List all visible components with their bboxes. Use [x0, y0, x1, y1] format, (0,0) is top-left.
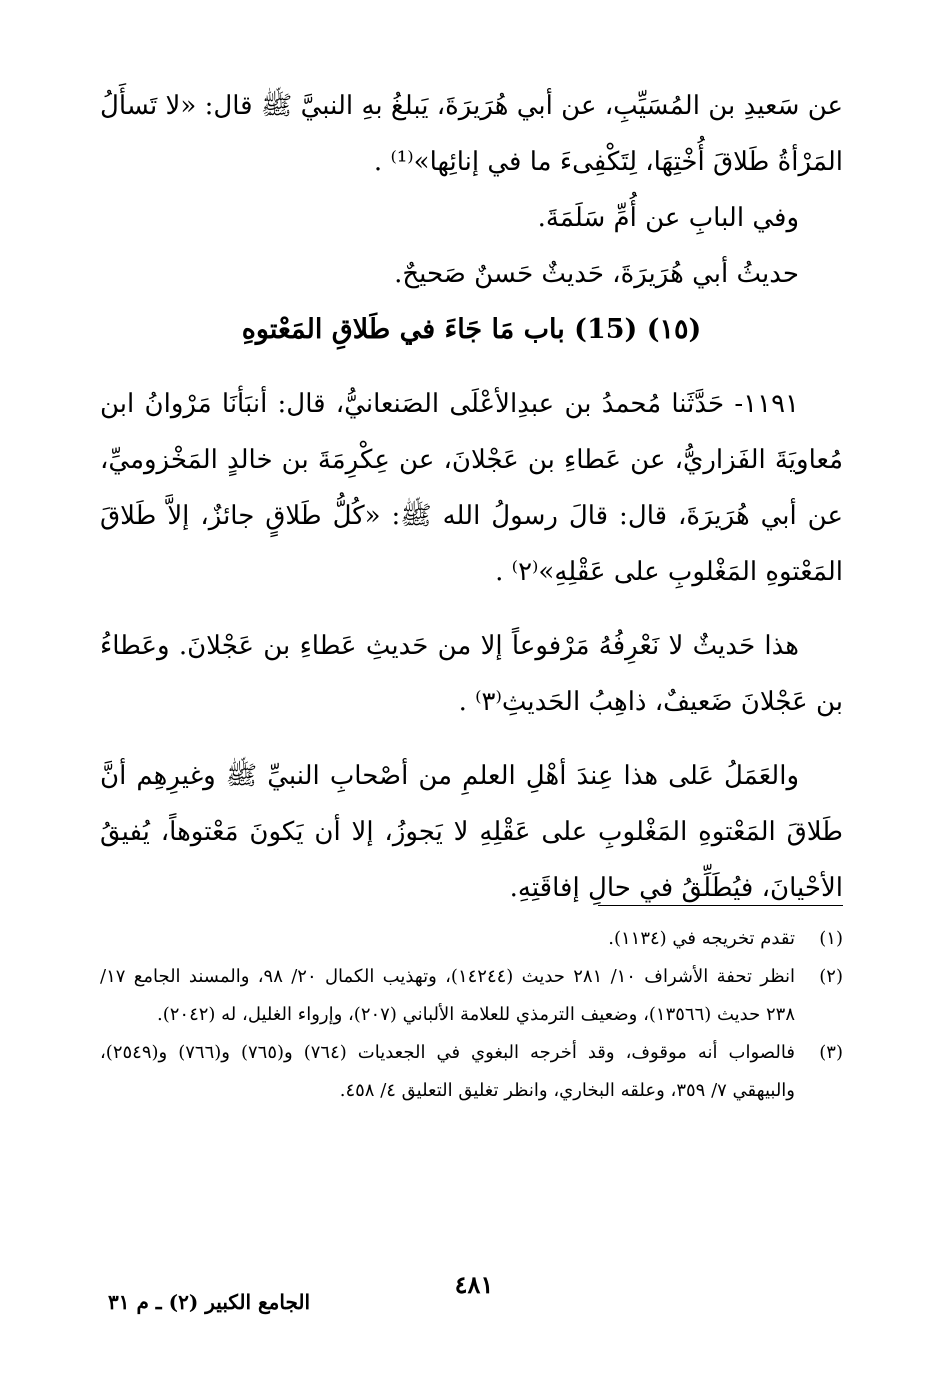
footnote-text: فالصواب أنه موقوف، وقد أخرجه البغوي في الجعديات (٧٦٤) و(٧٦٥) و(٧٦٦) و(٢٥٤٩)، والبيهقي ٧/ ٣٥٩، وعلقه البخاري، وانظر تغليق التعليق ٤/ ٤٥٨. — [100, 1042, 795, 1101]
hadith-grading-1: حديثُ أبي هُرَيرَةَ، حَديثٌ حَسنٌ صَحيحٌ. — [394, 259, 799, 289]
footnote-number: (١) — [819, 928, 843, 949]
hadith-grading-2: هذا حَديثٌ لا نَعْرِفُهُ مَرْفوعاً إلا من حَديثِ عَطاءِ بن عَجْلانَ. وعَطاءُ بن عَجْلانَ ضَعيفٌ، ذاهِبُ الحَديثِ⁽٣⁾ . — [100, 631, 843, 717]
footnote-number: (٢) — [819, 966, 843, 987]
hadith-text-1: عن سَعيدِ بن المُسَيِّبِ، عن أبي هُرَيرَةَ، يَبلغُ بهِ النبيَّ ﷺ قال: «لا تَسأَلُ المَرْأةُ طَلاقَ أُخْتِهَا، لِتَكْفِىءَ ما في إنائِها»⁽¹⁾ . — [100, 91, 843, 177]
chapter-note: وفي البابِ عن أُمِّ سَلَمَةَ. — [537, 203, 799, 233]
scholar-practice-note: والعَمَلُ عَلى هذا عِندَ أهْلِ العلمِ من أصْحابِ النبيِّ ﷺ وغيرِهِم أنَّ طَلاقَ المَعْتوهِ المَغْلوبِ على عَقْلِهِ لا يَجوزُ، إلا أن يَكونَ مَعْتوهاً، يُفيقُ الأحْيانَ، فيُطَلِّقُ في حالِ إفاقَتِهِ. — [100, 761, 843, 903]
page-number: ٤٨١ — [454, 1270, 494, 1299]
footnotes — [100, 920, 843, 1110]
hadith-text-2: ١١٩١- حَدَّثَنا مُحمدُ بن عبدِالأعْلَى الصَنعانيُّ، قال: أنبَأنَا مَرْوانُ ابن مُعاويَةَ الفَزاريُّ، عن عَطاءِ بن عَجْلانَ، عن عِكْرِمَةَ بن خالدٍ المَخْزوميِّ، عن أبي هُرَيرَةَ، قال: قالَ رسولُ الله ﷺ: «كُلُّ طَلاقٍ جائزٌ، إلاَّ طَلاقَ المَعْتوهِ المَغْلوبِ على عَقْلِهِ»⁽٢⁾ . — [100, 389, 843, 587]
footnote-text: تقدم تخريجه في (١١٣٤). — [608, 928, 795, 949]
footnote-item — [100, 920, 843, 958]
book-signature: الجامع الكبير (٢) ـ م ٣١ — [108, 1290, 311, 1314]
footnote-divider — [598, 905, 843, 906]
footnote-text: انظر تحفة الأشراف ١٠/ ٢٨١ حديث (١٤٢٤٤)، وتهذيب الكمال ٢٠/ ٩٨، والمسند الجامع ١٧/ ٢٣٨ حديث (١٣٥٦٦)، وضعيف الترمذي للعلامة الألباني (٢٠٧)، وإرواء الغليل، له (٢٠٤٢). — [100, 966, 795, 1025]
main-text — [100, 78, 843, 916]
chapter-heading: (١٥) (15) باب مَا جَاءَ في طَلاقِ المَعْتوهِ — [241, 314, 702, 345]
footnote-number: (٣) — [819, 1042, 843, 1063]
footnote-item — [100, 958, 843, 1034]
footnote-item — [100, 1034, 843, 1110]
